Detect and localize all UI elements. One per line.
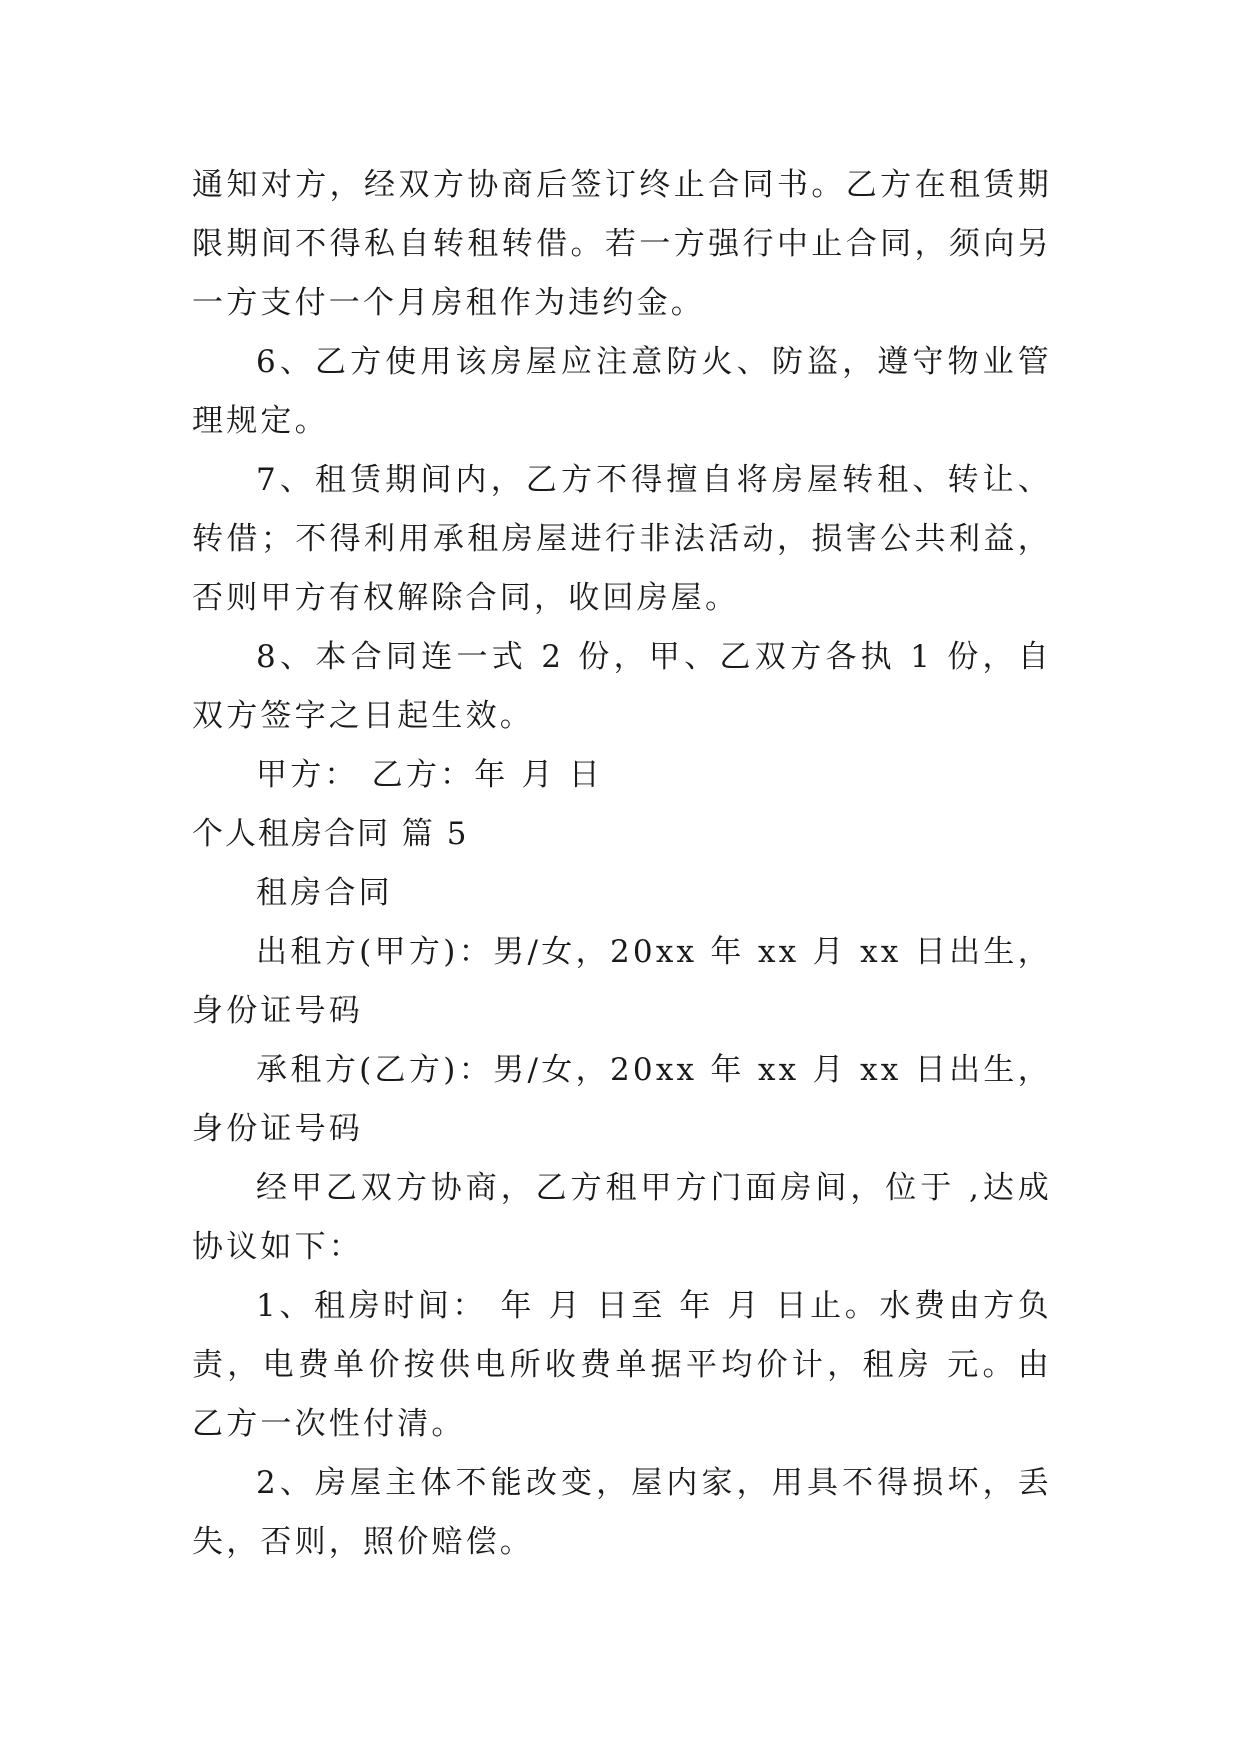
paragraph-clause-8: 8、本合同连一式 2 份，甲、乙双方各执 1 份，自双方签字之日起生效。 xyxy=(192,639,1052,734)
paragraph-clause-2: 2、房屋主体不能改变，屋内家，用具不得损坏，丢失，否则，照价赔偿。 xyxy=(192,1465,1052,1560)
paragraph-lessor: 出租方(甲方)：男/女，20xx 年 xx 月 xx 日出生，身份证号码 xyxy=(192,934,1052,1029)
paragraph-lessee: 承租方(乙方)：男/女，20xx 年 xx 月 xx 日出生，身份证号码 xyxy=(192,1052,1052,1147)
paragraph-clause-6: 6、乙方使用该房屋应注意防火、防盗，遵守物业管理规定。 xyxy=(192,344,1052,439)
section-heading: 个人租房合同 篇 5 xyxy=(192,816,469,852)
paragraph-clause-1: 1、租房时间： 年 月 日至 年 月 日止。水费由方负责，电费单价按供电所收费单据平均价计，租房 元。由乙方一次性付清。 xyxy=(192,1288,1052,1442)
document-body xyxy=(192,156,1052,1572)
signature-line: 甲方： 乙方：年 月 日 xyxy=(256,757,603,793)
paragraph-agreement-intro: 经甲乙双方协商，乙方租甲方门面房间，位于 ,达成协议如下： xyxy=(192,1170,1052,1265)
contract-title: 租房合同 xyxy=(256,875,393,911)
paragraph-clause-7: 7、租赁期间内，乙方不得擅自将房屋转租、转让、转借；不得利用承租房屋进行非法活动，损害公共利益，否则甲方有权解除合同，收回房屋。 xyxy=(192,462,1052,616)
paragraph-termination-notice: 通知对方，经双方协商后签订终止合同书。乙方在租赁期限期间不得私自转租转借。若一方强行中止合同，须向另一方支付一个月房租作为违约金。 xyxy=(192,167,1052,321)
